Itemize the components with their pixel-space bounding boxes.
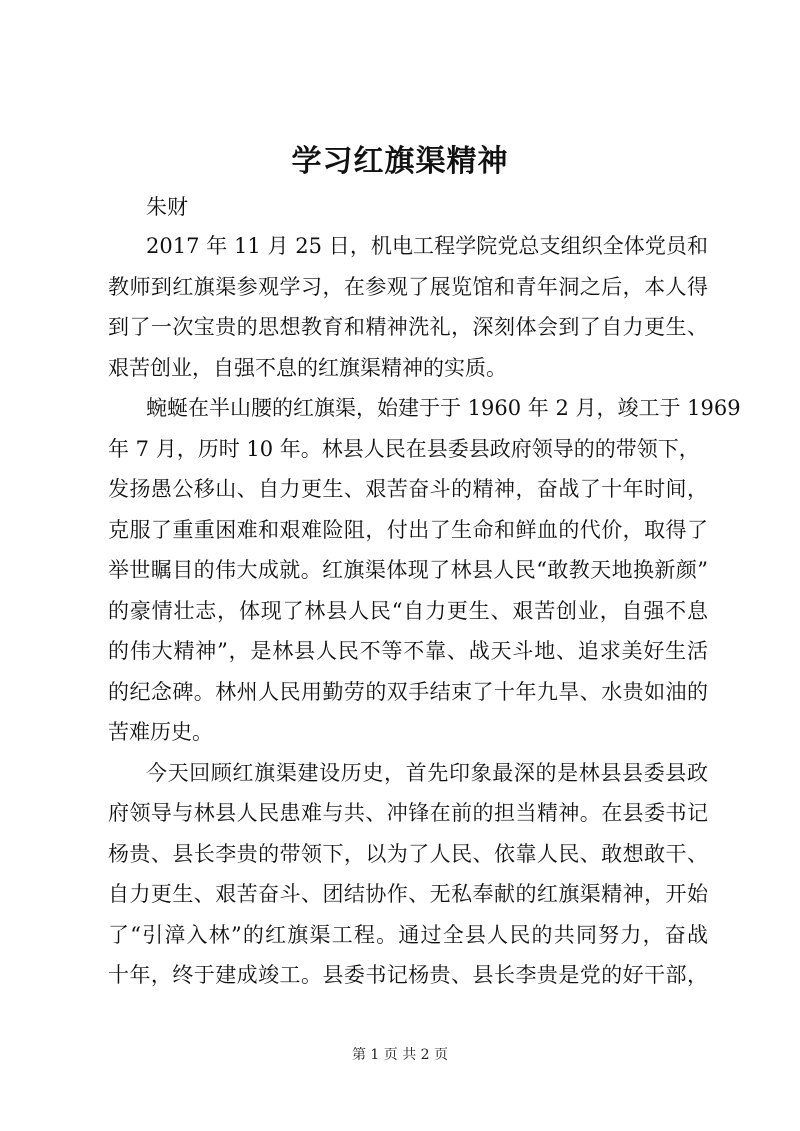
paragraph-line: 了“引漳入林”的红旗渠工程。通过全县人民的共同努力，奋战 bbox=[108, 922, 708, 947]
page-footer: 第 1 页 共 2 页 bbox=[351, 1047, 449, 1063]
paragraph-line: 的伟大精神”，是林县人民不等不靠、战天斗地、追求美好生活 bbox=[108, 639, 708, 663]
paragraph-2 bbox=[108, 388, 741, 753]
paragraph-line: 杨贵、县长李贵的带领下，以为了人民、依靠人民、敢想敢干、 bbox=[108, 841, 708, 866]
paragraph-line: 十年，终于建成竣工。县委书记杨贵、县长李贵是党的好干部， bbox=[108, 963, 708, 987]
paragraph-line: 教师到红旗渠参观学习，在参观了展览馆和青年洞之后，本人得 bbox=[108, 274, 708, 299]
paragraph-line: 到了一次宝贵的思想教育和精神洗礼，深刻体会到了自力更生、 bbox=[108, 315, 708, 339]
paragraph-line: 的纪念碑。林州人民用勤劳的双手结束了十年九旱、水贵如油的 bbox=[108, 679, 708, 704]
document-title: 学习红旗渠精神 bbox=[291, 144, 509, 179]
paragraph-line: 府领导与林县人民患难与共、冲锋在前的担当精神。在县委书记 bbox=[108, 801, 708, 825]
paragraph-line: 举世瞩目的伟大成就。红旗渠体现了林县人民“敢教天地换新颜” bbox=[108, 558, 708, 582]
document-body bbox=[108, 226, 741, 996]
paragraph-line: 年 7 月，历时 10 年。林县人民在县委县政府领导的的带领下， bbox=[108, 436, 700, 461]
document-author: 朱财 bbox=[146, 195, 188, 219]
paragraph-line: 发扬愚公移山、自力更生、艰苦奋斗的精神，奋战了十年时间， bbox=[108, 477, 708, 501]
paragraph-line: 克服了重重困难和艰难险阻，付出了生命和鲜血的代价，取得了 bbox=[108, 517, 708, 542]
paragraph-1 bbox=[108, 226, 708, 388]
paragraph-line: 苦难历史。 bbox=[108, 720, 213, 744]
paragraph-line: 艰苦创业，自强不息的红旗渠精神的实质。 bbox=[108, 355, 507, 380]
paragraph-line: 的豪情壮志，体现了林县人民“自力更生、艰苦创业，自强不息 bbox=[108, 598, 708, 623]
paragraph-3 bbox=[108, 753, 708, 996]
paragraph-line: 2017 年 11 月 25 日，机电工程学院党总支组织全体党员和 bbox=[146, 234, 708, 258]
paragraph-line: 自力更生、艰苦奋斗、团结协作、无私奉献的红旗渠精神，开始 bbox=[108, 882, 708, 906]
paragraph-line: 蜿蜒在半山腰的红旗渠，始建于于 1960 年 2 月，竣工于 1969 bbox=[146, 396, 741, 420]
paragraph-line: 今天回顾红旗渠建设历史，首先印象最深的是林县县委县政 bbox=[146, 760, 708, 785]
